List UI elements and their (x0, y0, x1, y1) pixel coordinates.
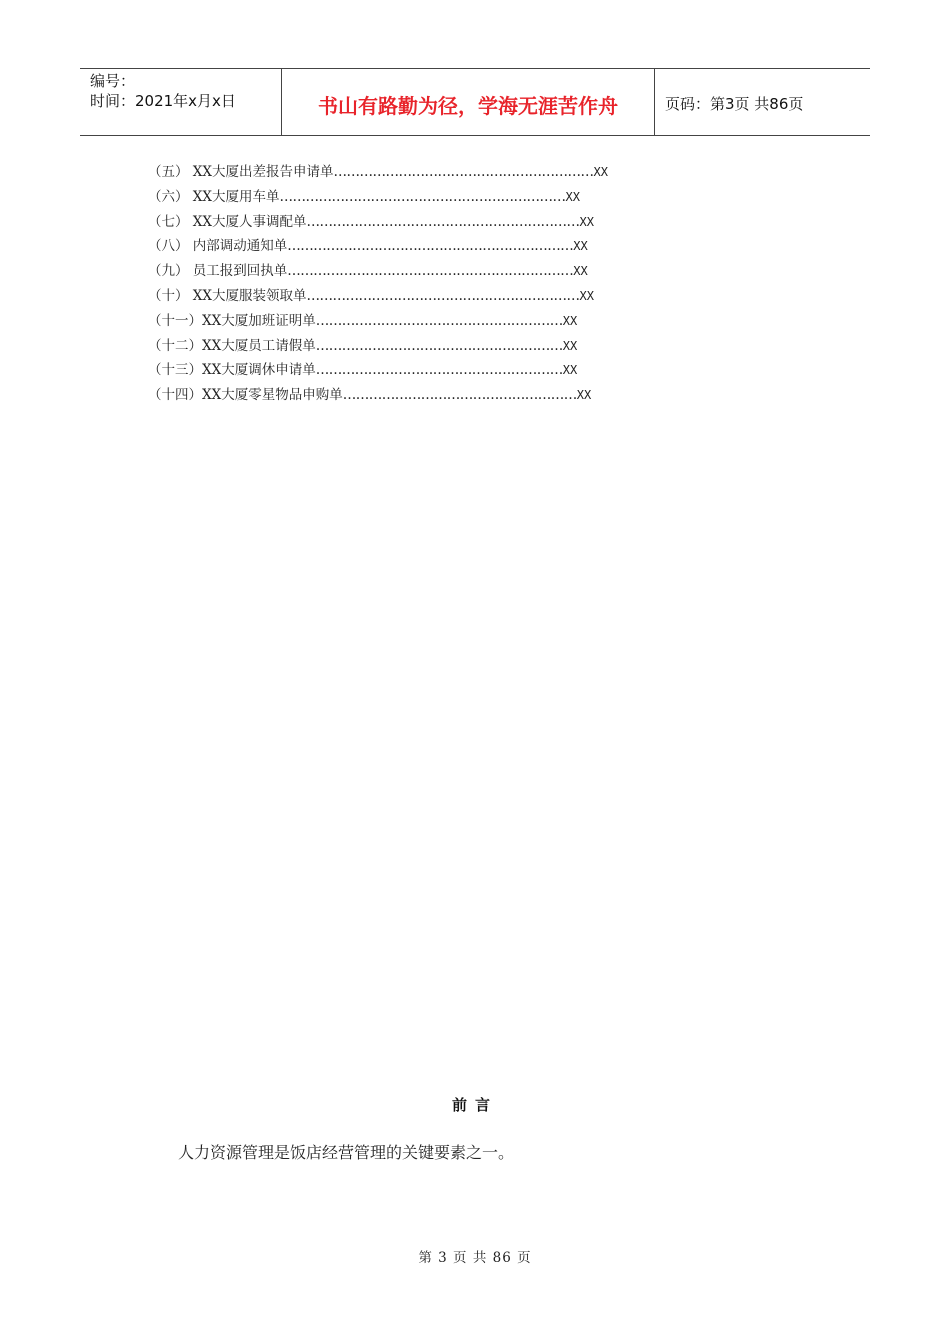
preface-title: 前言 (451, 1096, 498, 1114)
toc-leader: ………………………………………………………… (287, 263, 574, 280)
toc-leader: ………………………………………………… (315, 312, 563, 329)
toc-leader: ……………………………………………………… (306, 213, 580, 230)
toc-entry[interactable] (148, 358, 748, 383)
toc-label: （十三） (148, 362, 202, 379)
toc-title: 内部调动通知单 (188, 238, 288, 255)
toc-title: XX大厦调休申请单 (202, 362, 316, 379)
toc-page: XX (573, 239, 588, 254)
toc-page: XX (562, 363, 578, 378)
toc-label: （十二） (148, 337, 202, 354)
toc-label: （八） (148, 238, 189, 255)
toc-leader: ……………………………………………………… (306, 287, 580, 304)
toc-page: XX (573, 264, 588, 279)
toc-entry[interactable] (148, 309, 748, 334)
time-label: 时间：2021年x月x日 (90, 92, 236, 110)
toc-page: XX (562, 313, 578, 328)
toc-title: XX大厦人事调配单 (188, 213, 307, 230)
toc-entry[interactable] (148, 210, 748, 235)
toc-page: XX (562, 338, 578, 353)
toc-leader: …………………………………………………… (333, 164, 594, 180)
header-meta (80, 69, 282, 135)
header-page-info: 页码：第3页 共86页 (665, 94, 804, 113)
toc-label: （七） (148, 213, 189, 230)
toc-title: XX大厦加班证明单 (202, 312, 316, 329)
toc-title: XX大厦出差报告申请单 (188, 164, 334, 180)
toc-entry[interactable] (148, 234, 748, 259)
toc-page: XX (576, 388, 592, 403)
toc-page: XX (593, 165, 608, 179)
toc-entry[interactable] (148, 259, 748, 284)
toc-leader: ………………………………………………… (315, 337, 563, 354)
toc-title: XX大厦员工请假单 (202, 337, 316, 354)
page-header (80, 68, 870, 136)
toc-label: （五） (148, 164, 189, 180)
page-footer: 第 3 页 共 86 页 (418, 1250, 532, 1266)
table-of-contents (148, 160, 748, 408)
toc-label: （十一） (148, 312, 202, 329)
toc-page: XX (565, 189, 580, 204)
toc-leader: ………………………………………………………… (287, 238, 574, 255)
code-label: 编号： (90, 72, 136, 90)
toc-title: XX大厦服装领取单 (188, 287, 307, 304)
toc-leader: ………………………………………………………… (279, 188, 566, 205)
toc-label: （六） (148, 188, 189, 205)
toc-page: XX (579, 288, 594, 303)
toc-title: XX大厦零星物品申购单 (202, 387, 343, 404)
header-motto: 书山有路勤为径，学海无涯苦作舟 (282, 69, 655, 135)
toc-entry[interactable] (148, 334, 748, 359)
toc-entry[interactable] (148, 185, 748, 210)
toc-entry[interactable] (148, 284, 748, 309)
toc-page: XX (579, 214, 594, 229)
preface-paragraph: 人力资源管理是饭店经营管理的关键要素之一。 (178, 1143, 515, 1162)
toc-title: XX大厦用车单 (188, 188, 280, 205)
toc-entry[interactable] (148, 383, 748, 408)
toc-title: 员工报到回执单 (188, 263, 288, 280)
toc-entry[interactable] (148, 160, 748, 185)
toc-leader: ……………………………………………… (342, 387, 577, 404)
toc-label: （九） (148, 263, 189, 280)
toc-leader: ………………………………………………… (315, 362, 563, 379)
toc-label: （十） (148, 287, 189, 304)
toc-label: （十四） (148, 387, 202, 404)
